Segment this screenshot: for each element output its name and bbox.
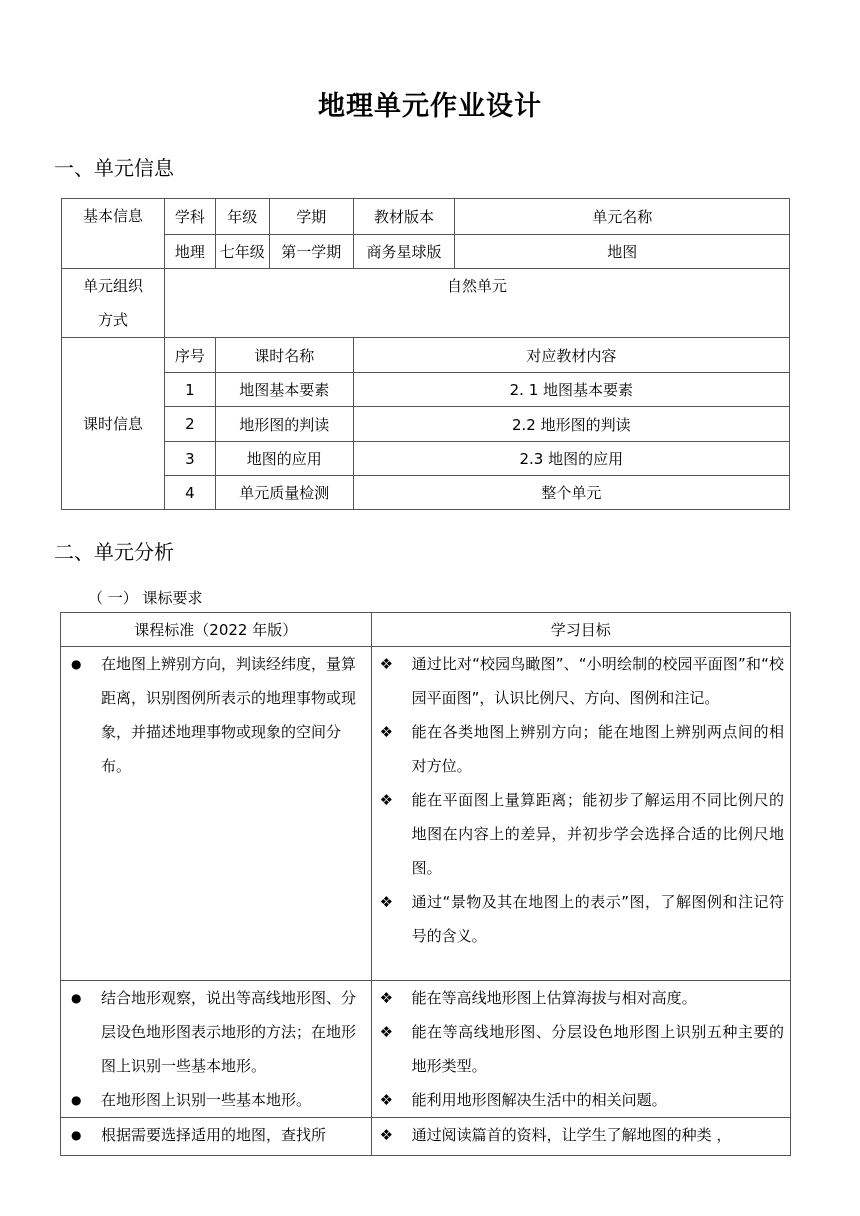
lesson-header-no: 序号 [164,338,215,373]
lesson-content: 2.3 地图的应用 [353,442,789,476]
standard-item: ● 结合地形观察，说出等高线地形图、分层设色地形图表示地形的方法；在地形图上识别一些基本地形。 [61,981,371,1083]
target-item: ❖ 能在各类地图上辨别方向；能在地图上辨别两点间的相对方位。 [372,715,790,783]
diamond-bullet-icon: ❖ [379,1126,394,1144]
section-heading-unit-analysis: 二、单元分析 [54,540,174,564]
standard-item: ● 在地图上辨别方向，判读经纬度，量算距离，识别图例所表示的地理事物或现象，并描述地理事物或现象的空间分布。 [61,647,371,783]
diamond-bullet-icon: ❖ [379,791,394,809]
lesson-header-name: 课时名称 [215,338,353,373]
target-item: ❖ 能在等高线地形图、分层设色地形图上识别五种主要的地形类型。 [372,1015,790,1083]
header-term: 学期 [269,199,353,235]
standard-item: ● 根据需要选择适用的地图，查找所 [61,1118,371,1152]
lesson-content: 整个单元 [353,476,789,510]
standard-item: ● 在地形图上识别一些基本地形。 [61,1083,371,1117]
lesson-info-label: 课时信息 [62,338,165,510]
lesson-content: 2.2 地形图的判读 [353,407,789,442]
org-label: 单元组织方式 [62,269,165,338]
org-value: 自然单元 [164,269,789,338]
diamond-bullet-icon: ❖ [379,655,394,673]
lesson-name: 地图的应用 [215,442,353,476]
header-edition: 教材版本 [353,199,455,235]
diamond-bullet-icon: ❖ [379,1091,394,1109]
header-unit-name: 单元名称 [455,199,790,235]
bullet-icon: ● [71,1093,82,1107]
lesson-name: 地形图的判读 [215,407,353,442]
subsection-heading-standards: （ 一） 课标要求 [88,589,203,607]
bullet-icon: ● [71,991,82,1005]
value-edition: 商务星球版 [353,235,455,269]
bullet-icon: ● [71,657,82,671]
col-header-standard: 课程标准（2022 年版） [61,613,372,647]
target-item: ❖ 通过“景物及其在地图上的表示”图，了解图例和注记符号的含义。 [372,885,790,953]
header-subject: 学科 [164,199,215,235]
diamond-bullet-icon: ❖ [379,989,394,1007]
diamond-bullet-icon: ❖ [379,1023,394,1041]
lesson-header-content: 对应教材内容 [353,338,789,373]
basic-info-label: 基本信息 [62,199,165,269]
section-heading-unit-info: 一、单元信息 [54,156,174,180]
diamond-bullet-icon: ❖ [379,723,394,741]
lesson-no: 2 [164,407,215,442]
lesson-no: 1 [164,373,215,407]
lesson-content: 2. 1 地图基本要素 [353,373,789,407]
lesson-name: 单元质量检测 [215,476,353,510]
target-item: ❖ 能在等高线地形图上估算海拔与相对高度。 [372,981,790,1015]
target-item: ❖ 能利用地形图解决生活中的相关问题。 [372,1083,790,1117]
standards-table [60,612,791,1156]
target-item: ❖ 通过比对“校园鸟瞰图”、“小明绘制的校园平面图”和“校园平面图”，认识比例尺、方向、图例和注记。 [372,647,790,715]
diamond-bullet-icon: ❖ [379,893,394,911]
unit-info-table [61,198,790,510]
value-subject: 地理 [164,235,215,269]
value-unit-name: 地图 [455,235,790,269]
value-grade: 七年级 [215,235,269,269]
target-item: ❖ 能在平面图上量算距离；能初步了解运用不同比例尺的地图在内容上的差异，并初步学会选择合适的比例尺地图。 [372,783,790,885]
header-grade: 年级 [215,199,269,235]
lesson-no: 3 [164,442,215,476]
col-header-target: 学习目标 [371,613,790,647]
lesson-name: 地图基本要素 [215,373,353,407]
bullet-icon: ● [71,1128,82,1142]
value-term: 第一学期 [269,235,353,269]
page-title: 地理单元作业设计 [318,91,542,122]
lesson-no: 4 [164,476,215,510]
target-item: ❖ 通过阅读篇首的资料，让学生了解地图的种类 ， [372,1118,790,1152]
